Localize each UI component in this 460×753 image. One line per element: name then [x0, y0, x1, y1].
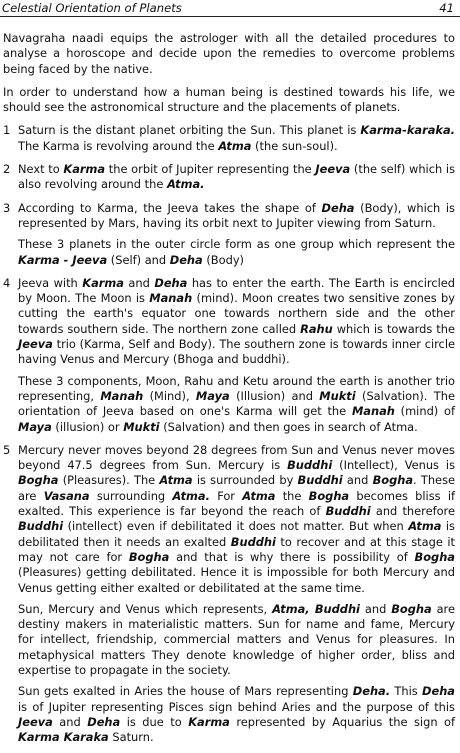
emphasized-term: Manah	[351, 404, 395, 419]
text-run: (Body), which is represented by Mars, having its orbit next to Jupiter viewing from Saturn.	[18, 200, 455, 230]
emphasized-term: Deha.	[352, 684, 391, 699]
emphasized-term: Atma	[218, 138, 252, 153]
emphasized-term: Buddhi	[297, 473, 343, 488]
list-item-body	[18, 123, 455, 154]
text-run: (Pleasures). The	[58, 473, 160, 488]
emphasized-term: Karma Karaka	[18, 730, 109, 745]
emphasized-term: Bogha	[372, 473, 414, 488]
intro-paragraph: In order to understand how a human being is destined towards his life, we should see the astronomical structure and the placements of planets.	[3, 84, 455, 115]
emphasized-term: Mukti	[123, 419, 160, 434]
text-run: is surrounded by	[192, 473, 298, 488]
intro-paragraph: Navagraha naadi equips the astrologer with all the detailed procedures to analyse a horoscope and decide upon the remedies to overcome problems being faced by the native.	[3, 31, 455, 76]
emphasized-term: Karma	[188, 714, 230, 729]
emphasized-term: Maya	[195, 388, 230, 403]
emphasized-term: Rahu	[300, 321, 333, 336]
emphasized-term: Karma	[63, 162, 106, 177]
text-run: (Mind),	[143, 388, 196, 403]
page-number: 41	[439, 1, 454, 15]
list-item-paragraph	[18, 276, 455, 368]
text-run: and	[52, 714, 88, 729]
text-run: This	[390, 684, 423, 699]
numbered-list	[3, 123, 455, 745]
emphasized-term: Karma-karaka.	[360, 123, 455, 138]
text-run: and that is why there is possibility of	[169, 549, 415, 564]
text-run: is due to	[120, 714, 189, 729]
text-run: These 3 components, Moon, Rahu and Ketu around the earth is another trio representing,	[18, 373, 455, 403]
list-item-body	[18, 443, 455, 746]
text-run: (intellect) even if debilitated it does not matter. But when	[63, 519, 409, 534]
emphasized-term: Bogha	[128, 549, 170, 564]
emphasized-term: Atma.	[166, 177, 205, 192]
text-run: For	[209, 488, 243, 503]
list-item-number: 1	[3, 123, 11, 138]
emphasized-term: Buddhi	[18, 519, 64, 534]
text-run: Mercury never moves beyond 28 degrees from Sun and Venus never moves beyond 47.5 degrees from Sun. Mercury is	[18, 442, 455, 473]
emphasized-term: Deha	[169, 252, 203, 267]
text-run: (illusion) or	[51, 419, 124, 434]
emphasized-term: Bogha	[18, 473, 59, 488]
text-run: and	[123, 275, 155, 290]
emphasized-term: Deha	[87, 714, 121, 729]
text-run: (Salvation) and then goes in search of Atma.	[159, 419, 418, 434]
emphasized-term: Bogha	[414, 549, 455, 564]
page-header	[0, 0, 460, 17]
text-run: which is towards the	[332, 321, 455, 336]
emphasized-term: Buddhi	[230, 534, 276, 549]
text-run: is debilitated then it needs an exalted	[18, 519, 455, 549]
list-item-number: 5	[3, 442, 11, 457]
emphasized-term: Atma	[159, 473, 193, 488]
text-run: Saturn is the distant planet orbiting the Sun. This planet is	[18, 123, 361, 138]
text-run: (mind) of	[394, 404, 455, 419]
text-run: Sun, Mercury and Venus which represents,	[18, 601, 273, 616]
list-item-paragraph	[18, 602, 455, 678]
text-run: surrounding	[89, 488, 173, 503]
emphasized-term: Karma - Jeeva	[18, 252, 108, 267]
text-run: and therefore	[370, 504, 455, 519]
text-run: (Self) and	[107, 252, 170, 267]
emphasized-term: Deha	[422, 684, 455, 699]
list-item-paragraph	[18, 201, 455, 232]
list-item	[3, 276, 455, 435]
emphasized-term: Jeeva	[18, 337, 53, 352]
emphasized-term: Atma	[242, 488, 276, 503]
emphasized-term: Atma	[408, 519, 442, 534]
text-run: According to Karma, the Jeeva takes the shape of	[18, 200, 322, 215]
text-run: (Pleasures) getting debilitated. Hence it is impossible for both Mercury and Venus getting either exalted or debilitated at the same time.	[18, 565, 455, 595]
text-run: are destiny makers in materialistic matters. Sun for name and fame, Mercury for intellect, friendship, commercial matters and Venus for pleasures. In metaphysical matters They denote knowledge of higher order, bliss and expertise to propagate in the society.	[18, 601, 455, 677]
text-run: is of Jupiter representing Pisces sign behind Aries and the purpose of this	[18, 699, 455, 714]
emphasized-term: Mukti	[319, 388, 356, 403]
page-body	[3, 31, 455, 753]
list-item	[3, 162, 455, 193]
emphasized-term: Manah	[100, 388, 144, 403]
emphasized-term: Jeeva	[315, 162, 351, 177]
running-head: Celestial Orientation of Planets	[2, 1, 182, 15]
text-run: These 3 planets in the outer circle form as one group which represent the	[18, 237, 455, 252]
text-run: Next to	[18, 162, 64, 177]
list-item-paragraph	[18, 684, 455, 745]
list-item-number: 2	[3, 162, 11, 177]
text-run: (Body)	[202, 252, 244, 267]
text-run: the	[275, 488, 309, 503]
text-run: (the self) which is also revolving around the	[18, 162, 456, 192]
text-run: Sun gets exalted in Aries the house of Mars representing	[18, 684, 353, 699]
list-item-paragraph	[18, 443, 455, 596]
list-item-paragraph	[18, 374, 455, 435]
list-item-body	[18, 201, 455, 268]
text-run: (Illusion) and	[229, 388, 320, 403]
list-item-number: 4	[3, 275, 11, 290]
text-run: (Intellect), Venus is	[332, 458, 455, 473]
list-item	[3, 443, 455, 746]
list-item-body	[18, 162, 455, 193]
emphasized-term: Vasana	[43, 488, 90, 503]
emphasized-term: Buddhi	[325, 504, 371, 519]
emphasized-term: Bogha	[308, 488, 350, 503]
text-run: to recover and at this stage it may not care for	[18, 534, 455, 564]
text-run: has to enter the earth. The Earth is encircled by Moon. The Moon is	[18, 275, 455, 306]
list-item-paragraph	[18, 162, 455, 193]
emphasized-term: Jeeva	[18, 714, 53, 729]
text-run: and	[359, 601, 392, 616]
list-item	[3, 201, 455, 268]
text-run: trio (Karma, Self and Body). The southern zone is towards inner circle having Venus and Mercury (Bhoga and buddhi).	[18, 337, 455, 367]
emphasized-term: Bogha	[391, 601, 432, 616]
list-item	[3, 123, 455, 154]
text-run: . These are	[18, 473, 456, 503]
text-run: and	[342, 473, 373, 488]
text-run: (Salvation). The orientation of Jeeva based on one's Karma will get the	[18, 388, 455, 419]
list-item-paragraph	[18, 237, 455, 268]
emphasized-term: Karma	[82, 275, 124, 290]
text-run: (the sun-soul).	[251, 138, 338, 153]
text-run: represented by Aquarius the sign of	[229, 714, 456, 729]
list-item-number: 3	[3, 200, 11, 215]
emphasized-term: Atma, Buddhi	[272, 601, 360, 616]
list-item-body	[18, 276, 455, 435]
emphasized-term: Manah	[149, 291, 193, 306]
emphasized-term: Deha	[154, 275, 188, 290]
emphasized-term: Maya	[18, 419, 52, 434]
list-item-paragraph	[18, 123, 455, 154]
emphasized-term: Buddhi	[287, 458, 333, 473]
text-run: Saturn.	[108, 730, 154, 745]
emphasized-term: Atma.	[172, 488, 210, 503]
emphasized-term: Deha	[321, 200, 355, 215]
text-run: The Karma is revolving around the	[18, 138, 219, 153]
text-run: the orbit of Jupiter representing the	[105, 162, 316, 177]
text-run: Jeeva with	[18, 275, 83, 290]
text-run: becomes bliss if exalted. This experience is far beyond the reach of	[18, 488, 455, 519]
text-run: (mind). Moon creates two sensitive zones by cutting the earth's equator one towards northern side and the other towards southern side. The northern zone called	[18, 291, 455, 336]
